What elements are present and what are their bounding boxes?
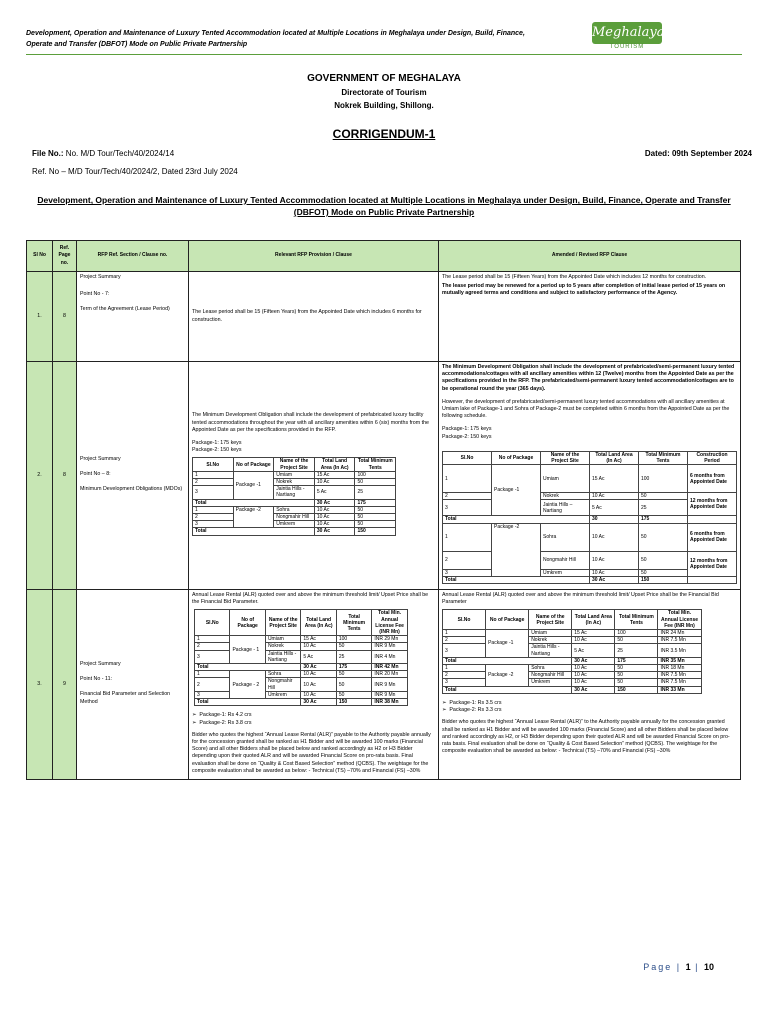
page-current: 1 [685,962,691,972]
cell: 3 [443,679,486,686]
cell: 175 [639,516,688,523]
cell: 10 Ac [590,493,639,500]
col-header: Name of the Project Site [529,610,572,630]
col-header: Name of the Project Site [265,610,300,636]
cell: 3 [193,521,234,528]
cell: Umkrem [274,521,315,528]
cell: 50 [355,506,396,513]
cell: 2 [443,672,486,679]
col-header: Total Minimum Tents [615,610,658,630]
cell: 30 Ac [590,576,639,583]
cell: INR 33 Mn [658,686,701,693]
cell: 1 [443,630,486,637]
table-row [27,590,741,780]
cell: 50 [355,514,396,521]
cell: 50 [355,479,396,486]
file-number [32,149,174,158]
amended-mdo-text: The Minimum Development Obligation shall include the development of prefabricated/semi-permanent luxury tented accommodations/cottages with all ancillary amenities within 12 (Twelve) months from the Appointed Date as per the specifications provided in the RFP. The prefabricated/semi-permanent luxury tented accommodation/cottages are to be operational round the year (365 days). [442,364,735,392]
cell: INR 20 Mn [372,671,407,678]
cell: 15 Ac [314,471,355,478]
cell: Sohra [274,506,315,513]
cell: Total [443,516,590,523]
cell: 150 [639,576,688,583]
cell: 1 [443,465,492,493]
cell: Jaintia Hills - Nartiang [265,650,300,663]
cell: 50 [615,637,658,644]
header-amended: Amended / Revised RFP Clause [439,241,741,272]
subject-line: Development, Operation and Maintenance of Luxury Tented Accommodation located at Multiple Locations in Meghalaya under Design, Build, Finance, Operate and Transfer (DBFOT) Mode on Public Private Partnership [37,195,731,217]
corrigendum-table [26,240,741,780]
cell: 12 months from Appointed Date [688,493,737,516]
cell: 3 [193,486,234,499]
cell: Package -1 [492,465,541,516]
cell: INR 38 Mn [372,699,407,706]
bullet-text: Package-2: Rs 3.8 crs [199,719,252,726]
cell: 100 [639,465,688,493]
cell: Nongmahir Hill [541,551,590,569]
cell: 3 [195,650,230,663]
cell: 10 Ac [590,551,639,569]
section-line: Project Summary [80,274,121,280]
cell: INR 7.5 Mn [658,637,701,644]
logo-subtext: TOURISM [609,44,645,50]
cell: 10 Ac [590,569,639,576]
cell: Package -2 [233,506,274,528]
cell: INR 9 Mn [372,678,407,691]
row-original [189,272,439,362]
cell: 5 Ac [314,486,355,499]
cell: 150 [615,686,658,693]
col-header: No of Package [492,451,541,464]
cell: 10 Ac [314,521,355,528]
original-evaluation-text: Bidder who quotes the highest “Annual Lease Rental (ALR)” payable to the Authority payable annually for the concession granted shall be ranked as H1 Bidder and will be awarded 100 marks (Financial Score) and all other Bidders shall be placed below and ranked accordingly as H2 or H3 Bidder depending upon their quoted ALR and will be awarded Financial Score on pro-rata basis. Final evaluation shall be done on “Quality & Cost Based Selection” method (QCBS). The weightage for the composite evaluation shall be awarded as below: - Technical (TS) –70% and Financial (FS) –30% [192,731,431,774]
cell: 50 [336,691,371,698]
row-amended [439,590,741,780]
section-line: Project Summary [80,661,121,668]
section-line: Point No - 11: [80,676,112,683]
cell: Package -2 [486,665,529,687]
cell: 150 [336,699,371,706]
original-alr-table [194,609,408,706]
cell: 30 Ac [314,499,355,506]
bullet-text: Package-2: Rs 3.3 crs [449,707,502,714]
corrigendum-title: CORRIGENDUM-1 [332,127,436,141]
col-header: Sl.No [443,451,492,464]
col-header: Total Min. Annual License Fee (INR Mn) [372,610,407,636]
bullet-item: ➢ Package-1: Rs 3.5 crs [442,699,502,706]
section-line: Financial Bid Parameter and Selection Method [80,691,171,705]
cell: 10 Ac [572,665,615,672]
header-page: Ref. Page no. [53,241,77,272]
cell: 2 [195,643,230,650]
cell: 50 [615,665,658,672]
cell: INR 7.5 Mn [658,679,701,686]
amended-alr-table [442,609,702,693]
cell: 2 [195,678,230,691]
row-original [189,590,439,780]
cell: 10 Ac [301,671,336,678]
header-section: RFP Ref. Section / Clause no. [77,241,189,272]
table-row [27,362,741,590]
col-header: Name of the Project Site [541,451,590,464]
cell: 15 Ac [572,630,615,637]
row-sl: 1. [27,272,53,362]
col-header: Total Min. Annual License Fee (INR Mn) [658,610,701,630]
cell: 50 [639,569,688,576]
cell: Nongmahir Hill [529,672,572,679]
building-heading: Nokrek Building, Shillong. [334,101,434,110]
cell: 30 Ac [314,528,355,535]
cell: INR 35 Mn [658,657,701,664]
cell: 50 [336,671,371,678]
bullet-text: Package-1: Rs 4.2 crs [199,712,252,719]
cell: INR 7.5 Mn [658,672,701,679]
row-sl: 3. [27,590,53,780]
bullet-item: ➢ Package-2: Rs 3.3 crs [442,707,502,714]
cell: INR 42 Mn [372,664,407,671]
original-package-2: Package-2: 150 keys [192,447,242,454]
col-header: Total Land Area (In Ac) [301,610,336,636]
cell: Total [195,699,301,706]
cell: 1 [443,523,492,551]
cell: Jaintia Hills - Nartiang [529,644,572,657]
col-header: Total Minimum Tents [355,458,396,471]
logo-text: Meghalaya [592,22,662,44]
cell: 25 [336,650,371,663]
cell: Sohra [529,665,572,672]
cell: 50 [336,643,371,650]
page-total: 10 [703,962,714,972]
row-amended [439,272,741,362]
original-alr-intro: Annual Lease Rental (ALR) quoted over and above the minimum threshold limit/ Upset Price shall be the Financial Bid Parameter. [192,592,429,606]
amended-mdo-table [442,451,737,584]
cell: Umkrem [541,569,590,576]
cell: 10 Ac [314,506,355,513]
cell: 100 [355,471,396,478]
cell: 10 Ac [301,691,336,698]
row-amended [439,362,741,590]
header-sl: Sl No [27,241,53,272]
cell: 1 [193,471,234,478]
original-clause: The Lease period shall be 15 (Fifteen Years) from the Appointed Date which includes 6 months for construction. [192,309,422,323]
bullet-text: Package-1: Rs 3.5 crs [449,699,502,706]
cell: 175 [336,664,371,671]
cell: 2 [193,479,234,486]
cell [688,576,737,583]
cell: 10 Ac [572,672,615,679]
cell: 3 [443,644,486,657]
cell: 50 [615,672,658,679]
amended-evaluation-text: Bidder who quotes the highest “Annual Lease Rental (ALR)” to the Authority payable annually for the concession granted shall be ranked as H1 Bidder and will be awarded 100 marks (Financial Score) and all other Bidders shall be placed below and ranked accordingly as H2, or H3 Bidder depending upon their quoted ALR and will be awarded Financial Score on pro-rata basis. Final evaluation shall be done on “Quality & Cost Based Selection” method (QCBS). The weightage for the composite evaluation shall be awarded as below: - Technical (TS) –70% and Financial (FS) –30% [442,719,730,755]
cell: 50 [615,679,658,686]
amended-package-1: Package-1: 175 keys [442,426,492,433]
col-header: No of Package [233,458,274,471]
government-heading: GOVERNMENT OF MEGHALAYA [307,73,461,84]
amended-package-2: Package-2: 150 keys [442,433,492,440]
cell: INR 9 Mn [372,643,407,650]
col-header: Total Land Area (In Ac) [314,458,355,471]
cell: Total [193,499,315,506]
cell: Nongmahir Hill [265,678,300,691]
cell: Umiam [529,630,572,637]
cell: Nongmahir Hill [274,514,315,521]
header-relevant: Relevant RFP Provision / Clause [189,241,439,272]
amended-mdo-schedule: However, the development of prefabricated/semi-permanent luxury tented accommodations with all ancillary amenities at Umiam lake of Package-1 and Sohra of Package-2 must be completed within 6 months from the Appointed Date as per the following schedule. [442,398,730,420]
section-line: Project Summary [80,455,121,462]
row-section [77,590,189,780]
cell: 50 [336,678,371,691]
section-line: Minimum Development Obligations (MDOs) [80,486,183,493]
running-header: Development, Operation and Maintenance of Luxury Tented Accommodation located at Multiple Locations in Meghalaya under Design, Build, Finance, Operate and Transfer (DBFOT) Mode on Public Private Partnership [26,30,525,48]
cell: Sohra [541,523,590,551]
cell: Package - 2 [230,671,265,699]
cell: Jaintia Hills - Nartiang [274,486,315,499]
cell: Total [443,576,590,583]
col-header: Sl.No [195,610,230,636]
col-header: Total Minimum Tents [336,610,371,636]
section-line: Point No – 8: [80,470,111,477]
cell: Jaintia Hills – Nartiang [541,500,590,516]
cell: 175 [615,657,658,664]
cell [688,516,737,523]
cell: 2 [443,551,492,569]
cell: Package -1 [486,630,529,658]
cell: Package - 1 [230,636,265,664]
cell: Umkrem [529,679,572,686]
cell: Sohra [265,671,300,678]
cell: 6 months from Appointed Date [688,465,737,493]
directorate-heading: Directorate of Tourism [341,88,427,97]
cell: Umiam [274,471,315,478]
page-word: Page [643,962,673,972]
cell: 10 Ac [314,479,355,486]
header-divider [26,54,742,55]
col-header: No of Package [486,610,529,630]
bullet-item: ➢ Package-2: Rs 3.8 crs [192,719,252,726]
cell: 5 Ac [301,650,336,663]
table-row [27,272,741,362]
cell: 50 [639,551,688,569]
cell: 50 [639,493,688,500]
cell: 10 Ac [590,523,639,551]
cell: INR 29 Mn [372,636,407,643]
cell: 15 Ac [590,465,639,493]
cell: Total [195,664,301,671]
cell: 1 [195,636,230,643]
reference-number: Ref. No – M/D Tour/Tech/40/2024/2, Dated 23rd July 2024 [32,167,238,176]
issue-date: Dated: 09th September 2024 [644,149,752,158]
cell: Total [443,686,572,693]
col-header: Total Minimum Tents [639,451,688,464]
cell: 30 [590,516,639,523]
amended-renewal: The lease period may be renewed for a period up to 5 years after completion of initial lease period of 15 years on mutually agreed terms and conditions and subject to satisfactory performance of the Agency. [442,283,726,297]
col-header: Total Land Area (In Ac) [590,451,639,464]
cell: 30 Ac [301,699,336,706]
section-line: Point No - 7: [80,291,110,298]
cell: Package -1 [233,471,274,499]
row-page: 8 [53,272,77,362]
amended-clause: The Lease period shall be 15 (Fifteen Years) from the Appointed Date which includes 12 months for construction. [442,274,707,280]
cell: 100 [336,636,371,643]
col-header: Total Land Area (In Ac) [572,610,615,630]
cell: INR 24 Mn [658,630,701,637]
cell: 30 Ac [572,657,615,664]
cell: 10 Ac [314,514,355,521]
cell: 3 [195,691,230,698]
cell: 10 Ac [572,679,615,686]
cell: Umiam [541,465,590,493]
col-header: No of Package [230,610,265,636]
cell: 2 [443,637,486,644]
cell: 3 [443,500,492,516]
cell: 25 [639,500,688,516]
cell: 1 [195,671,230,678]
cell: 3 [443,569,492,576]
cell: 5 Ac [590,500,639,516]
cell: 2 [443,493,492,500]
cell: Total [443,657,572,664]
meghalaya-tourism-logo [588,22,666,52]
cell: 30 Ac [301,664,336,671]
section-line: Term of the Agreement (Lease Period) [80,306,170,313]
cell: INR 3.5 Mn [658,644,701,657]
row-sl: 2. [27,362,53,590]
row-page: 9 [53,590,77,780]
cell: Nokrek [274,479,315,486]
cell: INR 18 Mn [658,665,701,672]
col-header: Construction Period [688,451,737,464]
cell: INR 4 Mn [372,650,407,663]
file-number-value: No. M/D Tour/Tech/40/2024/14 [65,149,175,158]
col-header: Name of the Project Site [274,458,315,471]
row-page: 8 [53,362,77,590]
row-section [77,362,189,590]
cell: Umiam [265,636,300,643]
cell: Nokrek [529,637,572,644]
file-label: File No.: [32,149,64,158]
cell: 50 [639,523,688,551]
cell: Total [193,528,315,535]
row-original [189,362,439,590]
cell: 2 [193,514,234,521]
cell: 100 [615,630,658,637]
cell: 6 months from Appointed Date [688,523,737,551]
cell: INR 9 Mn [372,691,407,698]
table-header-row [27,241,741,272]
cell: 150 [355,528,396,535]
cell: 1 [443,665,486,672]
cell: 25 [615,644,658,657]
original-mdo-text: The Minimum Development Obligation shall include the development of prefabricated luxury facility tented accommodations throughout the year with all ancillary amenities within 6 (six) months from the Appointed Date as per the specifications provided in the RFP. [192,412,429,433]
cell: 15 Ac [301,636,336,643]
col-header: Sl.No [193,458,234,471]
amended-alr-intro: Annual Lease Rental (ALR) quoted over and above the minimum threshold limit/ Upset Price shall be the Financial Bid Parameter [442,592,719,606]
cell: 30 Ac [572,686,615,693]
cell: 175 [355,499,396,506]
cell: 12 months from Appointed Date [688,551,737,576]
cell: 10 Ac [301,643,336,650]
bullet-item: ➢ Package-1: Rs 4.2 crs [192,712,252,719]
cell: 10 Ac [301,678,336,691]
row-section [77,272,189,362]
page-number: Page | 1 | 10 [643,962,714,972]
original-mdo-table [192,457,396,535]
cell: Nokrek [541,493,590,500]
cell: 5 Ac [572,644,615,657]
cell: 25 [355,486,396,499]
cell: Package -2 [492,523,541,576]
cell: 10 Ac [572,637,615,644]
cell: 50 [355,521,396,528]
col-header: Sl.No [443,610,486,630]
cell: 1 [193,506,234,513]
original-package-1: Package-1: 175 keys [192,440,242,446]
cell: Nokrek [265,643,300,650]
cell: Umkrem [265,691,300,698]
